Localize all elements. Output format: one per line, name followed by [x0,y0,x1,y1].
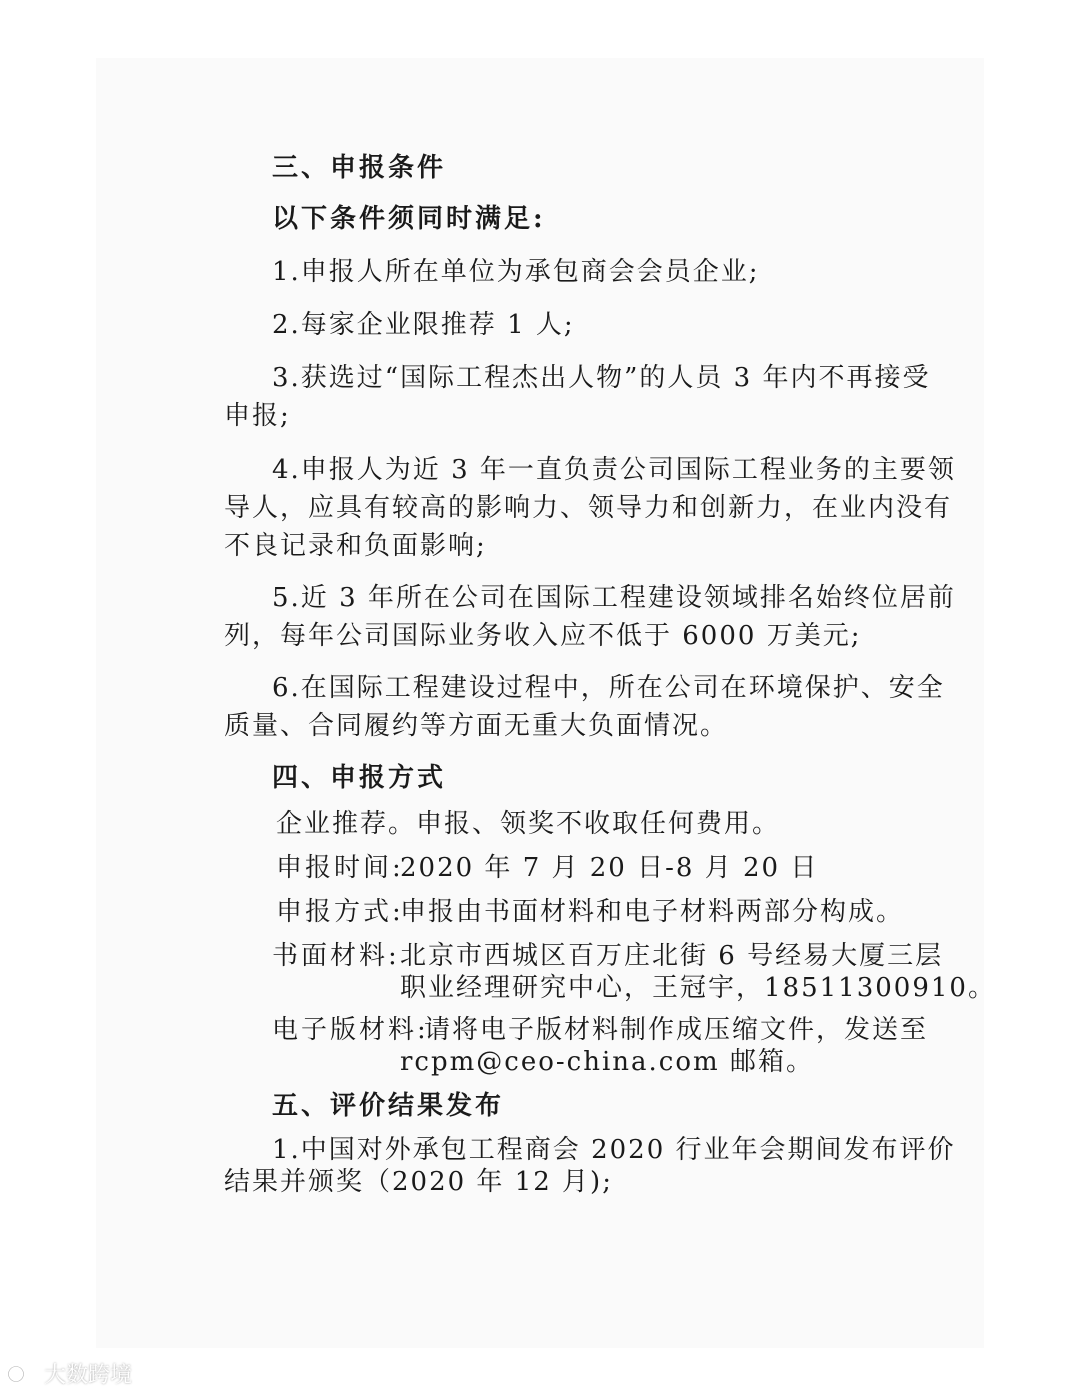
condition-4-line-3: 不良记录和负面影响; [224,531,487,561]
condition-6-line-1: 6.在国际工程建设过程中，所在公司在环境保护、安全 [272,673,945,703]
section-3-intro: 以下条件须同时满足: [272,204,546,234]
watermark [8,1358,132,1389]
result-item-1-line-2: 结果并颁奖（2020 年 12 月); [224,1167,613,1197]
paper-material-line-2: 职业经理研究中心，王冠宇，18511300910。 [400,973,996,1003]
brand-logo-icon [8,1362,38,1386]
condition-4-line-1: 4.申报人为近 3 年一直负责公司国际工程业务的主要领 [272,455,956,485]
recommend-note: 企业推荐。申报、领奖不收取任何费用。 [276,809,781,839]
digital-material-line-2: rcpm@ceo-china.com 邮箱。 [400,1047,814,1077]
condition-1: 1.申报人所在单位为承包商会会员企业; [272,257,760,287]
section-5-heading: 五、评价结果发布 [272,1091,505,1121]
section-4-heading: 四、申报方式 [272,763,447,793]
condition-3-line-2: 申报; [224,401,291,431]
watermark-text: 大数跨境 [44,1363,133,1388]
paper-material-label: 书面材料: [272,941,400,971]
method-value: 申报由书面材料和电子材料两部分构成。 [400,897,905,927]
condition-4-line-2: 导人，应具有较高的影响力、领导力和创新力，在业内没有 [224,493,953,523]
paper-material-line-1: 北京市西城区百万庄北街 6 号经易大厦三层 [400,941,944,971]
result-item-1-line-1: 1.中国对外承包工程商会 2020 行业年会期间发布评价 [272,1135,956,1165]
condition-5-line-1: 5.近 3 年所在公司在国际工程建设领域排名始终位居前 [272,583,956,613]
digital-material-label: 电子版材料: [272,1015,429,1045]
digital-material-line-1: 请将电子版材料制作成压缩文件，发送至 [424,1015,929,1045]
time-label: 申报时间: [276,853,404,883]
time-value: 2020 年 7 月 20 日-8 月 20 日 [400,853,819,883]
condition-3-line-1: 3.获选过“国际工程杰出人物”的人员 3 年内不再接受 [272,363,931,393]
condition-2: 2.每家企业限推荐 1 人; [272,310,575,340]
method-label: 申报方式: [276,897,404,927]
condition-5-line-2: 列，每年公司国际业务收入应不低于 6000 万美元; [224,621,862,651]
condition-6-line-2: 质量、合同履约等方面无重大负面情况。 [224,711,729,741]
section-3-heading: 三、申报条件 [272,153,447,183]
